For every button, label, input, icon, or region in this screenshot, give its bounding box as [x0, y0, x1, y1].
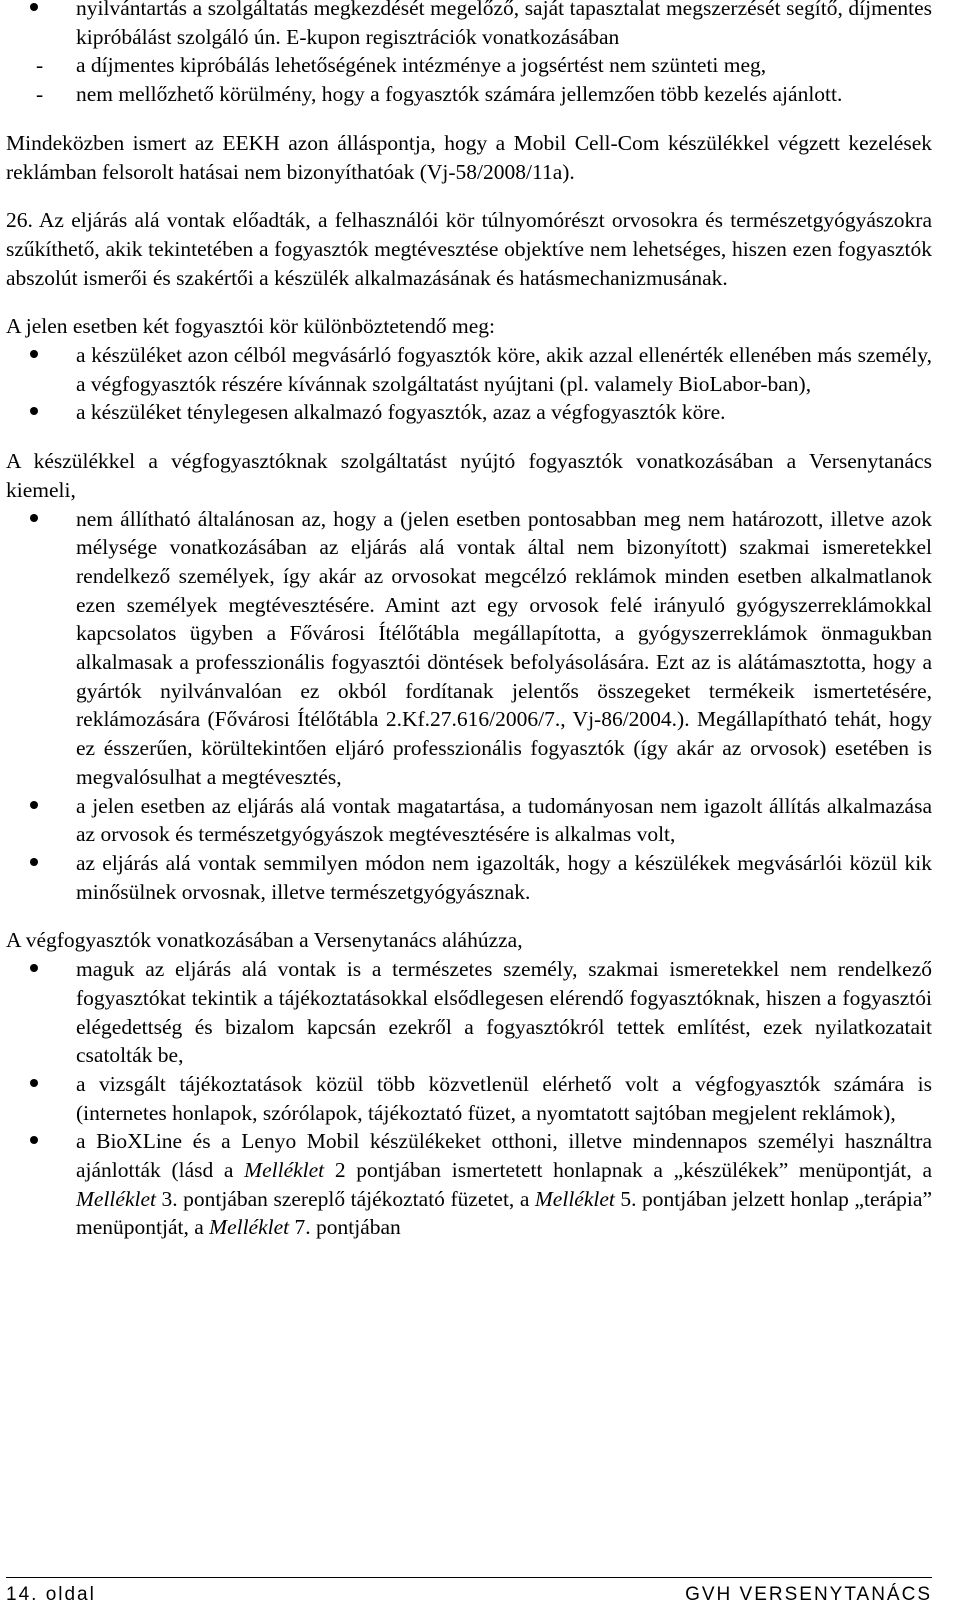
dash-marker: -: [36, 82, 44, 107]
bullet-text-part: 3. pontjában szereplő tájékoztató füzetet, a: [155, 1186, 535, 1211]
annex-reference: Melléklet: [244, 1158, 325, 1183]
bullet-icon: [30, 858, 38, 866]
dash-item: [6, 51, 932, 80]
list-item: [6, 398, 932, 427]
list-item: [6, 792, 932, 849]
paragraph-eekh: Mindeközben ismert az EEKH azon álláspontja, hogy a Mobil Cell-Com készülékkel végzett kezelések reklámban felsorolt hatásai nem bizonyíthatóak (Vj-58/2008/11a).: [6, 130, 932, 184]
list-item: [6, 505, 932, 792]
bullet-icon: [30, 3, 38, 11]
annex-reference: Melléklet: [76, 1186, 156, 1211]
section-end-consumers-intro: A végfogyasztók vonatkozásában a Versenytanács aláhúzza,: [6, 928, 523, 953]
page-footer: [6, 1584, 932, 1606]
dash-text: a díjmentes kipróbálás lehetőségének intézménye a jogsértést nem szünteti meg,: [76, 53, 767, 78]
bullet-text-part: 5. pontjában jelzett honlap „terápia” menüpontját, a: [76, 1186, 932, 1240]
dash-item: [6, 80, 932, 109]
list-item: [6, 0, 932, 109]
bullet-text: nem állítható általánosan az, hogy a (jelen esetben pontosabban meg nem határozott, illetve azok mélysége vonatkozásában az eljárás alá vontak által nem bizonyított) szakmai ismeretekkel rendelkező személyek, így akár az orvosokat megcélzó reklámok minden esetben alkalmatlanok ezen személyek megtévesztésére. Amint azt egy orvosok felé irányuló gyógyszerreklámokkal kapcsolatos ügyben a Fővárosi Ítélőtábla megállapította, a gyógyszerreklámok önmagukban alkalmasak a professzionális fogyasztói döntések befolyásolására. Ezt az is alátámasztotta, hogy a gyártók nyilvánvalóan ez okból fordítanak jelentős összegeket termékeik ismertetésére, reklámozására (Fővárosi Ítélőtábla 2.Kf.27.616/2006/7., Vj-86/2004.). Megállapítható tehát, hogy ez ésszerűen, körültekintően eljáró professzionális fogyasztók (így akár az orvosok) esetében is megvalósulhat a megtévesztés,: [76, 506, 932, 789]
bullet-text: a vizsgált tájékoztatások közül több közvetlenül elérhető volt a végfogyasztók számára is (internetes honlapok, szórólapok, tájékoztató füzet, a nyomtatott sajtóban megjelent reklámok),: [76, 1071, 932, 1125]
bullet-text: a készüléket ténylegesen alkalmazó fogyasztók, azaz a végfogyasztók köre.: [76, 400, 726, 425]
bullet-icon: [30, 514, 38, 522]
bullet-text: a jelen esetben az eljárás alá vontak magatartása, a tudományosan nem igazolt állítás alkalmazása az orvosok és természetgyógyászok megtévesztésére is alkalmas volt,: [76, 793, 932, 847]
bullet-text-part: a BioXLine és a Lenyo Mobil készülékeket otthoni, illetve mindennapos személyi használtra ajánlották (lásd a: [76, 1129, 932, 1183]
section-providers-intro: A készülékkel a végfogyasztóknak szolgáltatást nyújtó fogyasztók vonatkozásában a Versenytanács kiemeli,: [6, 449, 932, 502]
top-bullet-list: [6, 0, 932, 109]
list-item: [6, 849, 932, 906]
bullet-text-part: 7. pontjában: [289, 1215, 401, 1240]
bullet-icon: [30, 1136, 38, 1144]
bullet-icon: [30, 801, 38, 809]
bullet-text: a készüléket azon célból megvásárló fogyasztók köre, akik azzal ellenérték ellenében más személy, a végfogyasztók részére kívánnak szolgáltatást nyújtani (pl. valamely BioLabor-ban),: [76, 343, 932, 396]
list-item: [6, 341, 932, 398]
annex-reference: Melléklet: [534, 1186, 615, 1211]
annex-reference: Melléklet: [209, 1215, 290, 1240]
section-two-groups-intro: A jelen esetben két fogyasztói kör különböztetendő meg:: [6, 314, 495, 339]
dash-list: [6, 51, 932, 108]
section-end-consumers-list: [6, 955, 932, 1242]
organization-name: GVH VERSENYTANÁCS: [685, 1584, 932, 1605]
dash-text: nem mellőzhető körülmény, hogy a fogyasztók számára jellemzően több kezelés ajánlott.: [76, 82, 843, 107]
list-item: [6, 1070, 932, 1127]
bullet-icon: [30, 407, 38, 415]
bullet-icon: [30, 964, 38, 972]
paragraph-26: 26. Az eljárás alá vontak előadták, a felhasználói kör túlnyomórészt orvosokra és természetgyógyászokra szűkíthető, akik tekintetében a fogyasztók megtévesztése objektíve nem lehetséges, hiszen ezen fogyasztók abszolút ismerői és szakértői a készülék alkalmazásának és hatásmechanizmusának.: [6, 208, 932, 290]
section-two-groups-list: [6, 341, 932, 427]
bullet-text: az eljárás alá vontak semmilyen módon nem igazolták, hogy a készülékek megvásárlói közül kik minősülnek orvosnak, illetve természetgyógyásznak.: [76, 850, 932, 904]
document-body: [6, 0, 932, 1242]
list-item: [6, 955, 932, 1070]
bullet-icon: [30, 350, 38, 358]
dash-marker: -: [36, 53, 44, 78]
bullet-text-part: 2 pontjában ismertetett honlapnak a „készülékek” menüpontját, a: [324, 1158, 933, 1183]
section-providers-list: [6, 505, 932, 907]
bullet-text: maguk az eljárás alá vontak is a természetes személy, szakmai ismeretekkel nem rendelkező fogyasztókat tekintik a tájékoztatásokkal elsődlegesen elérendő fogyasztóknak, hiszen a fogyasztói elégedettség és bizalom kapcsán ezekről a fogyasztókról tettek említést, ezek nyilatkozatait csatolták be,: [76, 957, 932, 1068]
bullet-text: nyilvántartás a szolgáltatás megkezdését megelőző, saját tapasztalat megszerzését segítő, díjmentes kipróbálást szolgáló ún. E-kupon regisztrációk vonatkozásában: [76, 0, 932, 49]
page-number: 14. oldal: [6, 1584, 96, 1605]
list-item: [6, 1127, 932, 1242]
bullet-icon: [30, 1079, 38, 1087]
footer-divider: [6, 1577, 932, 1578]
